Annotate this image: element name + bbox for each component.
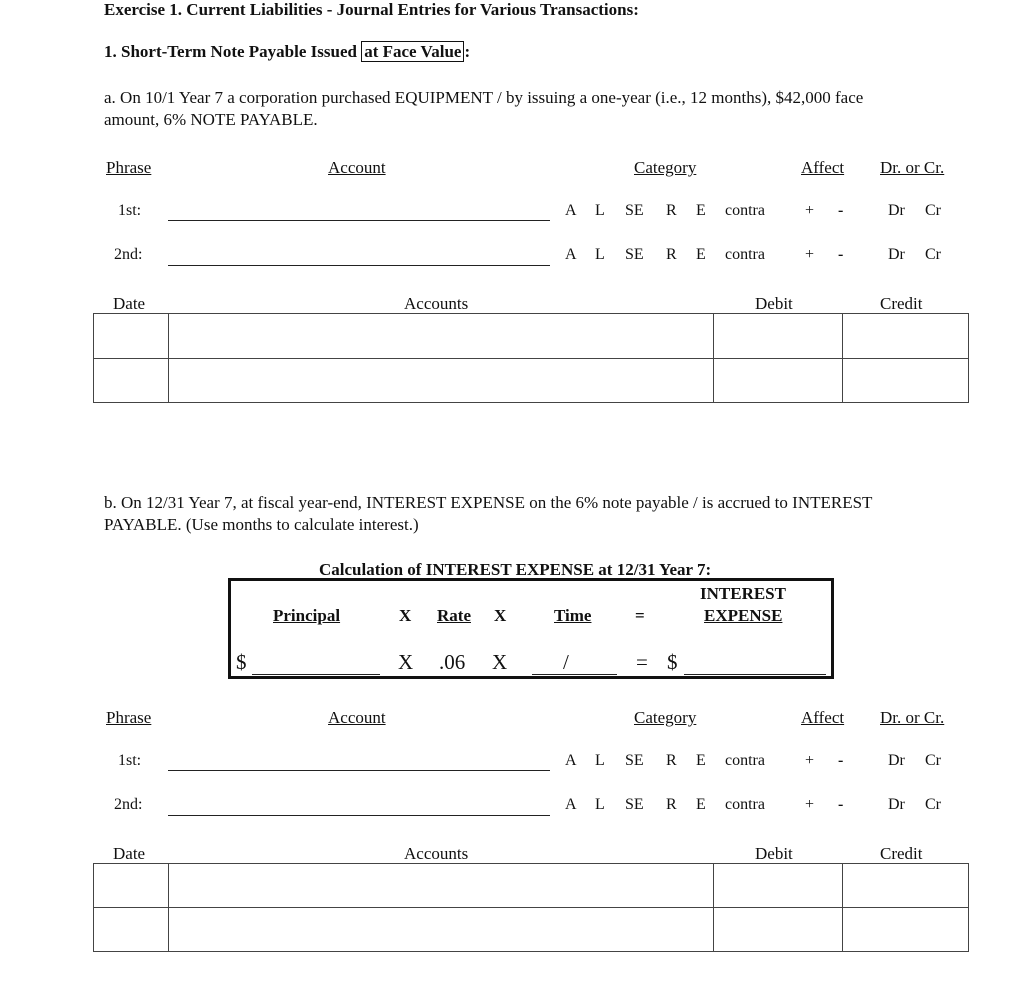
calc-principal-label: Principal — [273, 606, 341, 625]
calc-result-answer-line[interactable] — [684, 674, 826, 675]
account-answer-line[interactable] — [168, 770, 550, 771]
table-row — [94, 314, 969, 359]
header-affect: Affect — [801, 158, 845, 177]
category-option-r[interactable]: R — [666, 796, 677, 813]
calc-rate-label: Rate — [437, 606, 471, 625]
header-dr-cr: Dr. or Cr. — [880, 708, 945, 727]
phrase-label: 2nd: — [114, 796, 143, 813]
journal-cell-debit[interactable] — [714, 314, 843, 359]
phrase-label: 1st: — [118, 202, 142, 219]
part-b-line-1: b. On 12/31 Year 7, at fiscal year-end, INTEREST EXPENSE on the 6% note payable / is accrued to INTEREST — [104, 493, 873, 512]
calc-title: Calculation of INTEREST EXPENSE at 12/31 Year 7: — [319, 560, 712, 579]
calc-result-label-line2: EXPENSE — [704, 606, 783, 625]
calc-principal-answer-line[interactable] — [252, 674, 380, 675]
calc-rate-value: .06 — [439, 650, 466, 674]
table-row — [94, 864, 969, 908]
category-option-e[interactable]: E — [696, 246, 706, 263]
part-a-line-1: a. On 10/1 Year 7 a corporation purchased EQUIPMENT / by issuing a one-year (i.e., 12 months), $42,000 face — [104, 88, 864, 107]
section-title — [104, 42, 470, 62]
category-option-e[interactable]: E — [696, 752, 706, 769]
category-option-e[interactable]: E — [696, 202, 706, 219]
calc-time-slash: / — [563, 650, 569, 674]
exercise-heading: Exercise 1. Current Liabilities - Journal Entries for Various Transactions: — [104, 0, 639, 19]
calc-time-label: Time — [554, 606, 592, 625]
journal-cell-date[interactable] — [94, 908, 169, 952]
journal-cell-date[interactable] — [94, 358, 169, 403]
journal-header-credit: Credit — [880, 844, 923, 863]
category-option-e[interactable]: E — [696, 796, 706, 813]
header-account: Account — [328, 708, 386, 727]
journal-cell-debit[interactable] — [714, 358, 843, 403]
affect-option-minus[interactable]: - — [838, 796, 844, 813]
journal-cell-date[interactable] — [94, 864, 169, 908]
account-answer-line[interactable] — [168, 265, 550, 266]
account-answer-line[interactable] — [168, 815, 550, 816]
drcr-option-cr[interactable]: Cr — [925, 246, 941, 263]
category-option-se[interactable]: SE — [625, 796, 644, 813]
category-option-se[interactable]: SE — [625, 246, 644, 263]
part-a-line-2: amount, 6% NOTE PAYABLE. — [104, 110, 318, 129]
drcr-option-cr[interactable]: Cr — [925, 202, 941, 219]
calc-equals-symbol: = — [635, 606, 645, 625]
journal-cell-accounts[interactable] — [169, 314, 714, 359]
calc-dollar-sign: $ — [667, 650, 678, 674]
header-category: Category — [634, 158, 697, 177]
header-account: Account — [328, 158, 386, 177]
journal-cell-credit[interactable] — [843, 358, 969, 403]
category-option-contra[interactable]: contra — [725, 796, 765, 813]
category-option-r[interactable]: R — [666, 752, 677, 769]
calc-time-answer-line[interactable] — [532, 674, 617, 675]
drcr-option-dr[interactable]: Dr — [888, 246, 905, 263]
drcr-option-cr[interactable]: Cr — [925, 752, 941, 769]
journal-header-credit: Credit — [880, 294, 923, 313]
journal-header-debit: Debit — [755, 844, 793, 863]
part-b-line-2: PAYABLE. (Use months to calculate interest.) — [104, 515, 419, 534]
journal-table-b — [93, 863, 969, 952]
category-option-a[interactable]: A — [565, 752, 577, 769]
journal-cell-debit[interactable] — [714, 908, 843, 952]
affect-option-plus[interactable]: + — [805, 202, 815, 219]
calc-result-label-line1: INTEREST — [700, 584, 786, 603]
journal-cell-credit[interactable] — [843, 864, 969, 908]
journal-header-debit: Debit — [755, 294, 793, 313]
affect-option-plus[interactable]: + — [805, 246, 815, 263]
journal-table-a — [93, 313, 969, 403]
section-title-prefix: 1. Short-Term Note Payable Issued — [104, 42, 357, 61]
category-option-contra[interactable]: contra — [725, 752, 765, 769]
drcr-option-dr[interactable]: Dr — [888, 796, 905, 813]
header-phrase: Phrase — [106, 708, 152, 727]
category-option-r[interactable]: R — [666, 246, 677, 263]
affect-option-plus[interactable]: + — [805, 796, 815, 813]
calc-times-symbol: X — [494, 606, 507, 625]
category-option-se[interactable]: SE — [625, 202, 644, 219]
calc-times-symbol: X — [399, 606, 412, 625]
journal-header-accounts: Accounts — [404, 294, 469, 313]
category-option-a[interactable]: A — [565, 202, 577, 219]
journal-cell-credit[interactable] — [843, 314, 969, 359]
category-option-se[interactable]: SE — [625, 752, 644, 769]
journal-cell-credit[interactable] — [843, 908, 969, 952]
section-title-suffix: : — [464, 42, 471, 61]
category-option-a[interactable]: A — [565, 796, 577, 813]
drcr-option-cr[interactable]: Cr — [925, 796, 941, 813]
journal-cell-date[interactable] — [94, 314, 169, 359]
journal-cell-accounts[interactable] — [169, 864, 714, 908]
account-answer-line[interactable] — [168, 220, 550, 221]
category-option-r[interactable]: R — [666, 202, 677, 219]
calc-times-symbol: X — [398, 650, 414, 674]
header-affect: Affect — [801, 708, 845, 727]
journal-header-date: Date — [113, 844, 146, 863]
journal-cell-debit[interactable] — [714, 864, 843, 908]
affect-option-minus[interactable]: - — [838, 202, 844, 219]
journal-cell-accounts[interactable] — [169, 358, 714, 403]
calc-dollar-sign: $ — [236, 650, 247, 674]
table-row — [94, 358, 969, 403]
header-dr-cr: Dr. or Cr. — [880, 158, 945, 177]
section-title-boxed: at Face Value — [361, 41, 464, 62]
calc-times-symbol: X — [492, 650, 508, 674]
affect-option-minus[interactable]: - — [838, 246, 844, 263]
affect-option-plus[interactable]: + — [805, 752, 815, 769]
journal-header-date: Date — [113, 294, 146, 313]
category-option-l[interactable]: L — [595, 246, 605, 263]
calc-equals-symbol: = — [636, 650, 648, 674]
category-option-l[interactable]: L — [595, 202, 605, 219]
category-option-l[interactable]: L — [595, 796, 605, 813]
drcr-option-dr[interactable]: Dr — [888, 202, 905, 219]
table-row — [94, 908, 969, 952]
phrase-label: 1st: — [118, 752, 142, 769]
journal-header-accounts: Accounts — [404, 844, 469, 863]
category-option-l[interactable]: L — [595, 752, 605, 769]
affect-option-minus[interactable]: - — [838, 752, 844, 769]
header-category: Category — [634, 708, 697, 727]
category-option-contra[interactable]: contra — [725, 246, 765, 263]
header-phrase: Phrase — [106, 158, 152, 177]
category-option-a[interactable]: A — [565, 246, 577, 263]
drcr-option-dr[interactable]: Dr — [888, 752, 905, 769]
journal-cell-accounts[interactable] — [169, 908, 714, 952]
category-option-contra[interactable]: contra — [725, 202, 765, 219]
phrase-label: 2nd: — [114, 246, 143, 263]
